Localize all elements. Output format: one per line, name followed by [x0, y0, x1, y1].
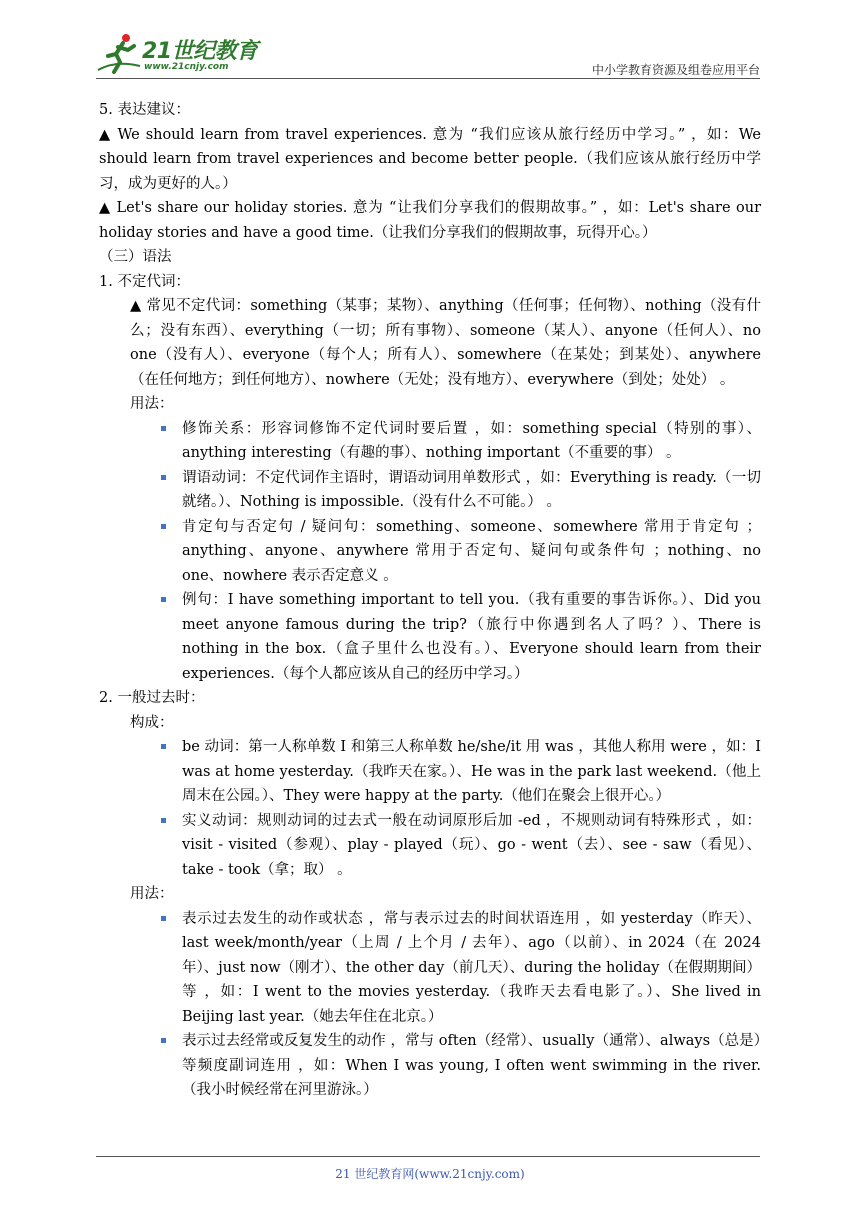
- paragraph-text: 谓语动词：不定代词作主语时，谓语动词用单数形式 ，如：Everything is ready.（一切就绪。）、Nothing is impossible.（没有什么不可能。） 。: [182, 469, 761, 510]
- bullet-icon: [161, 426, 166, 431]
- paragraph-text: 表示过去发生的动作或状态 ，常与表示过去的时间状语连用 ，如 yesterday（昨天）、last week/month/year（上周 / 上个月 / 去年）、ago（以前）、in 2024（在 2024 年）、just now（刚才）、the other day（前几天）、during the holiday（在假期期间）等 ，如：I went to the movies yesterday.（我昨天去看电影了。）、She lived in Beijing last year.（她去年住在北京。）: [182, 910, 761, 1025]
- paragraph-text: （三）语法: [99, 249, 172, 265]
- paragraph-text: 表示过去经常或反复发生的动作 ，常与 often（经常）、usually（通常）、always（总是）等频度副词连用 ，如：When I was young, I often went swimming in the river.（我小时候经常在河里游泳。）: [182, 1033, 761, 1098]
- bullet-item: [99, 735, 761, 809]
- paragraph-text: 2. 一般过去时：: [99, 690, 205, 706]
- paragraph: [99, 882, 761, 907]
- paragraph: [99, 392, 761, 417]
- paragraph-text: 1. 不定代词：: [99, 273, 190, 290]
- bullet-icon: [161, 1038, 166, 1043]
- bullet-icon: [161, 818, 166, 823]
- paragraph: [99, 294, 761, 392]
- paragraph-text: ▲ Let's share our holiday stories. 意为 “让我们分享我们的假期故事。” ，如：Let's share our holiday stories and have a good time.（让我们分享我们的假期故事，玩得开心。）: [99, 200, 761, 241]
- bullet-icon: [161, 524, 166, 529]
- paragraph: [99, 123, 761, 197]
- bullet-item: [99, 588, 761, 686]
- logo-url: www.21cnjy.com: [144, 62, 229, 72]
- document-body: [99, 98, 761, 1103]
- bullet-item: [99, 417, 761, 466]
- bullet-icon: [161, 916, 166, 921]
- logo: [96, 30, 266, 76]
- paragraph-text: ▲ We should learn from travel experiences. 意为 “我们应该从旅行经历中学习。” ，如：We should learn from travel experiences and become better people.（我们应该从旅行经历中学习，成为更好的人。）: [99, 126, 761, 192]
- runner-logo-icon: [96, 30, 142, 76]
- bullet-item: [99, 809, 761, 883]
- bullet-item: [99, 1029, 761, 1103]
- paragraph-text: be 动词：第一人称单数 I 和第三人称单数 he/she/it 用 was ，其他人称用 were ，如：I was at home yesterday.（我昨天在家。）、He was in the park last weekend.（他上周末在公园。）、They were happy at the party.（他们在聚会上很开心。）: [182, 739, 761, 804]
- paragraph: [99, 245, 761, 270]
- paragraph: [99, 196, 761, 245]
- header-divider: [96, 78, 760, 79]
- bullet-icon: [161, 475, 166, 480]
- paragraph: [99, 270, 761, 295]
- paragraph-text: 用法：: [130, 396, 174, 412]
- paragraph-text: 构成：: [130, 714, 174, 731]
- footer-divider: [96, 1156, 760, 1157]
- paragraph-text: ▲ 常见不定代词：something（某事；某物）、anything（任何事；任何物）、nothing（没有什么；没有东西）、everything（一切；所有事物）、someone（某人）、anyone（任何人）、no one（没有人）、everyone（每个人；所有人）、somewhere（在某处；到某处）、anywhere（在任何地方；到任何地方）、nowhere（无处；没有地方）、everywhere（到处；处处） 。: [130, 298, 761, 388]
- bullet-icon: [161, 744, 166, 749]
- page-header: [96, 30, 760, 78]
- paragraph-text: 5. 表达建议：: [99, 102, 190, 118]
- platform-name: 中小学教育资源及组卷应用平台: [591, 63, 760, 77]
- paragraph: [99, 686, 761, 711]
- paragraph-text: 实义动词：规则动词的过去式一般在动词原形后加 -ed ，不规则动词有特殊形式 ，如：visit - visited（参观）、play - played（玩）、go - went（去）、see - saw（看见）、take - took（拿；取） 。: [182, 812, 761, 878]
- logo-text: 21世纪教育: [142, 39, 258, 64]
- paragraph: [99, 98, 761, 123]
- bullet-item: [99, 466, 761, 515]
- bullet-item: [99, 907, 761, 1030]
- paragraph-text: 例句：I have something important to tell you.（我有重要的事告诉你。）、Did you meet anyone famous during the trip?（旅行中你遇到名人了吗？）、There is nothing in the box.（盒子里什么也没有。）、Everyone should learn from their experiences.（每个人都应该从自己的经历中学习。）: [182, 592, 761, 682]
- paragraph: [99, 711, 761, 736]
- bullet-icon: [161, 597, 166, 602]
- paragraph-text: 用法：: [130, 886, 174, 902]
- page-footer: 21 世纪教育网(www.21cnjy.com): [335, 1167, 525, 1181]
- paragraph-text: 肯定句与否定句 / 疑问句：something、someone、somewhere 常用于肯定句 ；anything、anyone、anywhere 常用于否定句、疑问句或条件句 ；nothing、no one、nowhere 表示否定意义 。: [182, 518, 761, 584]
- bullet-item: [99, 515, 761, 589]
- paragraph-text: 修饰关系：形容词修饰不定代词时要后置 ，如：something special（特别的事）、anything interesting（有趣的事）、nothing important（不重要的事） 。: [182, 420, 761, 461]
